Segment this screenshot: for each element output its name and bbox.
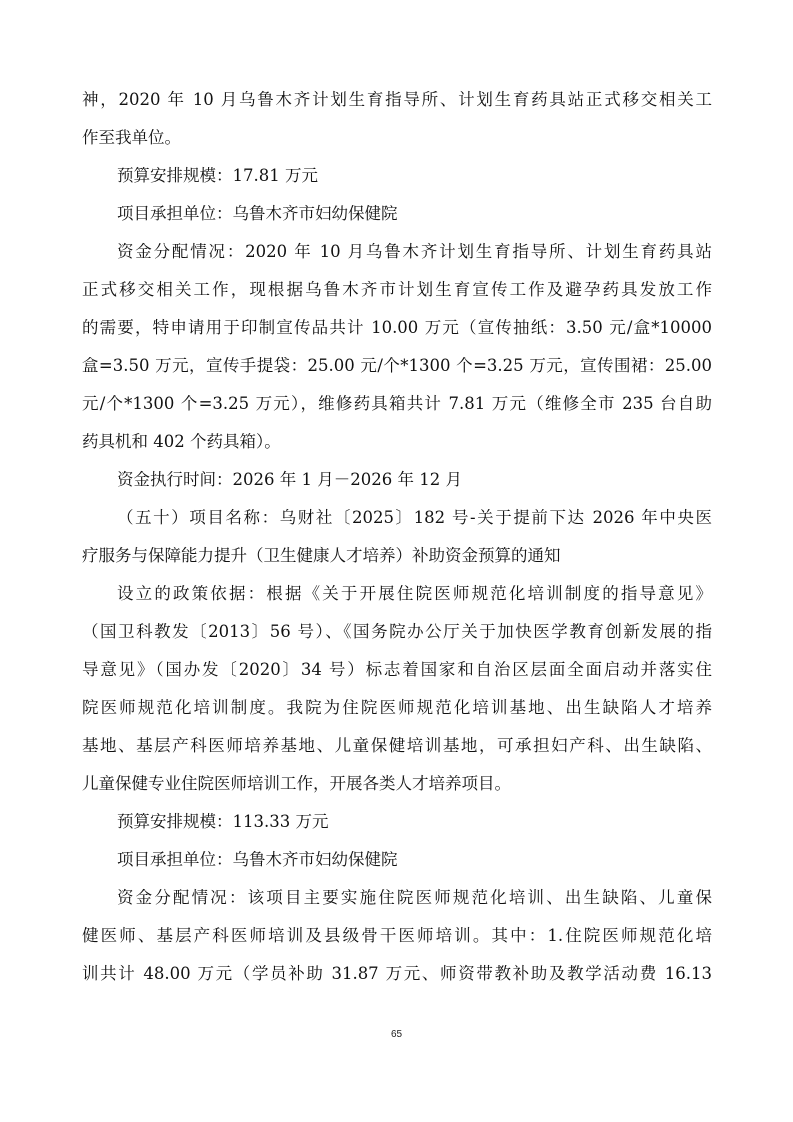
text-line: 作至我单位。 (82, 128, 181, 147)
text-line: 儿童保健专业住院医师培训工作，开展各类人才培养项目。 (82, 774, 511, 793)
text-line: 正式移交相关工作，现根据乌鲁木齐市计划生育宣传工作及避孕药具发放工作 (82, 280, 712, 299)
page-number: 65 (390, 1029, 403, 1040)
text-line: 基地、基层产科医师培养基地、儿童保健培训基地，可承担妇产科、出生缺陷、 (82, 736, 712, 755)
text-line: 院医师规范化培训制度。我院为住院医师规范化培训基地、出生缺陷人才培养 (82, 698, 712, 717)
policy-basis-line: 设立的政策依据：根据《关于开展住院医师规范化培训制度的指导意见》 (117, 584, 712, 603)
text-line: 盒=3.50 万元，宣传手提袋：25.00 元/个*1300 个=3.25 万元，宣传围裙：25.00 (82, 356, 712, 375)
project-unit-line: 项目承担单位：乌鲁木齐市妇幼保健院 (117, 850, 398, 869)
project-title-line: （五十）项目名称：乌财社〔2025〕182 号-关于提前下达 2026 年中央医 (117, 508, 712, 527)
budget-scale-line: 预算安排规模：17.81 万元 (117, 166, 318, 185)
text-line: 的需要，特申请用于印制宣传品共计 10.00 万元（宣传抽纸：3.50 元/盒*10000 (82, 318, 712, 337)
project-unit-line: 项目承担单位：乌鲁木齐市妇幼保健院 (117, 204, 398, 223)
text-line: 神，2020 年 10 月乌鲁木齐计划生育指导所、计划生育药具站正式移交相关工 (82, 90, 712, 109)
text-line: 疗服务与保障能力提升（卫生健康人才培养）补助资金预算的通知 (82, 546, 561, 565)
execution-time-line: 资金执行时间：2026 年 1 月－2026 年 12 月 (117, 470, 462, 489)
text-line: 训共计 48.00 万元（学员补助 31.87 万元、师资带教补助及教学活动费 16.13 (82, 964, 712, 983)
text-line: （国卫科教发〔2013〕56 号）、《国务院办公厅关于加快医学教育创新发展的指 (82, 622, 712, 641)
budget-scale-line: 预算安排规模：113.33 万元 (117, 812, 329, 831)
text-line: 健医师、基层产科医师培训及县级骨干医师培训。其中：1.住院医师规范化培 (82, 926, 712, 945)
fund-allocation-line: 资金分配情况：该项目主要实施住院医师规范化培训、出生缺陷、儿童保 (117, 888, 712, 907)
fund-allocation-line: 资金分配情况：2020 年 10 月乌鲁木齐计划生育指导所、计划生育药具站 (117, 242, 712, 261)
text-line: 元/个*1300 个=3.25 万元），维修药具箱共计 7.81 万元（维修全市 235 台自助 (82, 394, 712, 413)
text-line: 导意见》（国办发〔2020〕34 号）标志着国家和自治区层面全面启动并落实住 (82, 660, 712, 679)
text-line: 药具机和 402 个药具箱）。 (82, 432, 281, 451)
